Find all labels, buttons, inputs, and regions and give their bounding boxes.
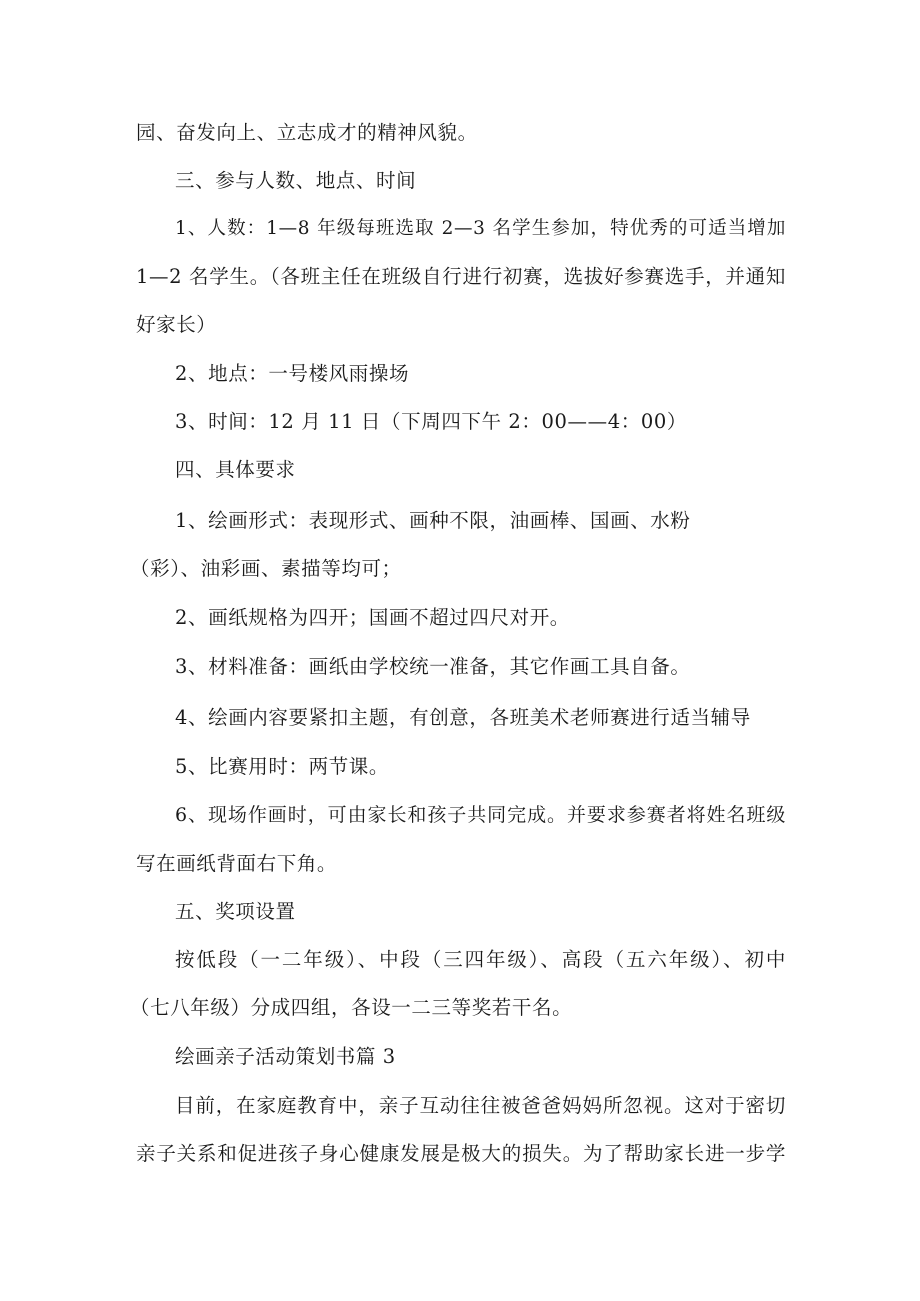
- paragraph-line: 1—2 名学生。（各班主任在班级自行进行初赛，选拔好参赛选手，并通知: [136, 265, 786, 288]
- paragraph-line: 写在画纸背面右下角。: [136, 852, 338, 875]
- paragraph-line: 1、人数：1—8 年级每班选取 2—3 名学生参加，特优秀的可适当增加: [175, 218, 786, 239]
- paragraph-line: 3、时间：12 月 11 日（下周四下午 2：00——4：00）: [175, 410, 687, 433]
- paragraph-line: 按低段（一二年级）、中段（三四年级）、高段（五六年级）、初中: [175, 948, 786, 971]
- paragraph-line: 1、绘画形式：表现形式、画种不限，油画棒、国画、水粉: [175, 509, 691, 532]
- paragraph-line: 目前，在家庭教育中，亲子互动往往被爸爸妈妈所忽视。这对于密切: [175, 1094, 786, 1117]
- paragraph-line: 园、奋发向上、立志成才的精神风貌。: [136, 121, 478, 144]
- paragraph-line: 2、地点：一号楼风雨操场: [175, 362, 410, 385]
- section-heading: 三、参与人数、地点、时间: [175, 169, 417, 192]
- paragraph-line: 亲子关系和促进孩子身心健康发展是极大的损失。为了帮助家长进一步学: [136, 1142, 786, 1165]
- paragraph-line: 5、比赛用时：两节课。: [175, 755, 390, 778]
- paragraph-line: 3、材料准备：画纸由学校统一准备，其它作画工具自备。: [175, 655, 691, 678]
- article-title: 绘画亲子活动策划书篇 3: [175, 1045, 396, 1068]
- paragraph-line: （七八年级）分成四组，各设一二三等奖若干名。: [130, 996, 573, 1019]
- section-heading: 五、奖项设置: [175, 900, 296, 923]
- paragraph-line: 4、绘画内容要紧扣主题，有创意，各班美术老师赛进行适当辅导: [175, 706, 751, 729]
- paragraph-line: （彩）、油彩画、素描等均可；: [130, 557, 402, 580]
- paragraph-line: 6、现场作画时，可由家长和孩子共同完成。并要求参赛者将姓名班级: [175, 804, 786, 826]
- paragraph-line: 2、画纸规格为四开；国画不超过四尺对开。: [175, 606, 570, 629]
- section-heading: 四、具体要求: [175, 458, 296, 481]
- paragraph-line: 好家长）: [136, 313, 217, 336]
